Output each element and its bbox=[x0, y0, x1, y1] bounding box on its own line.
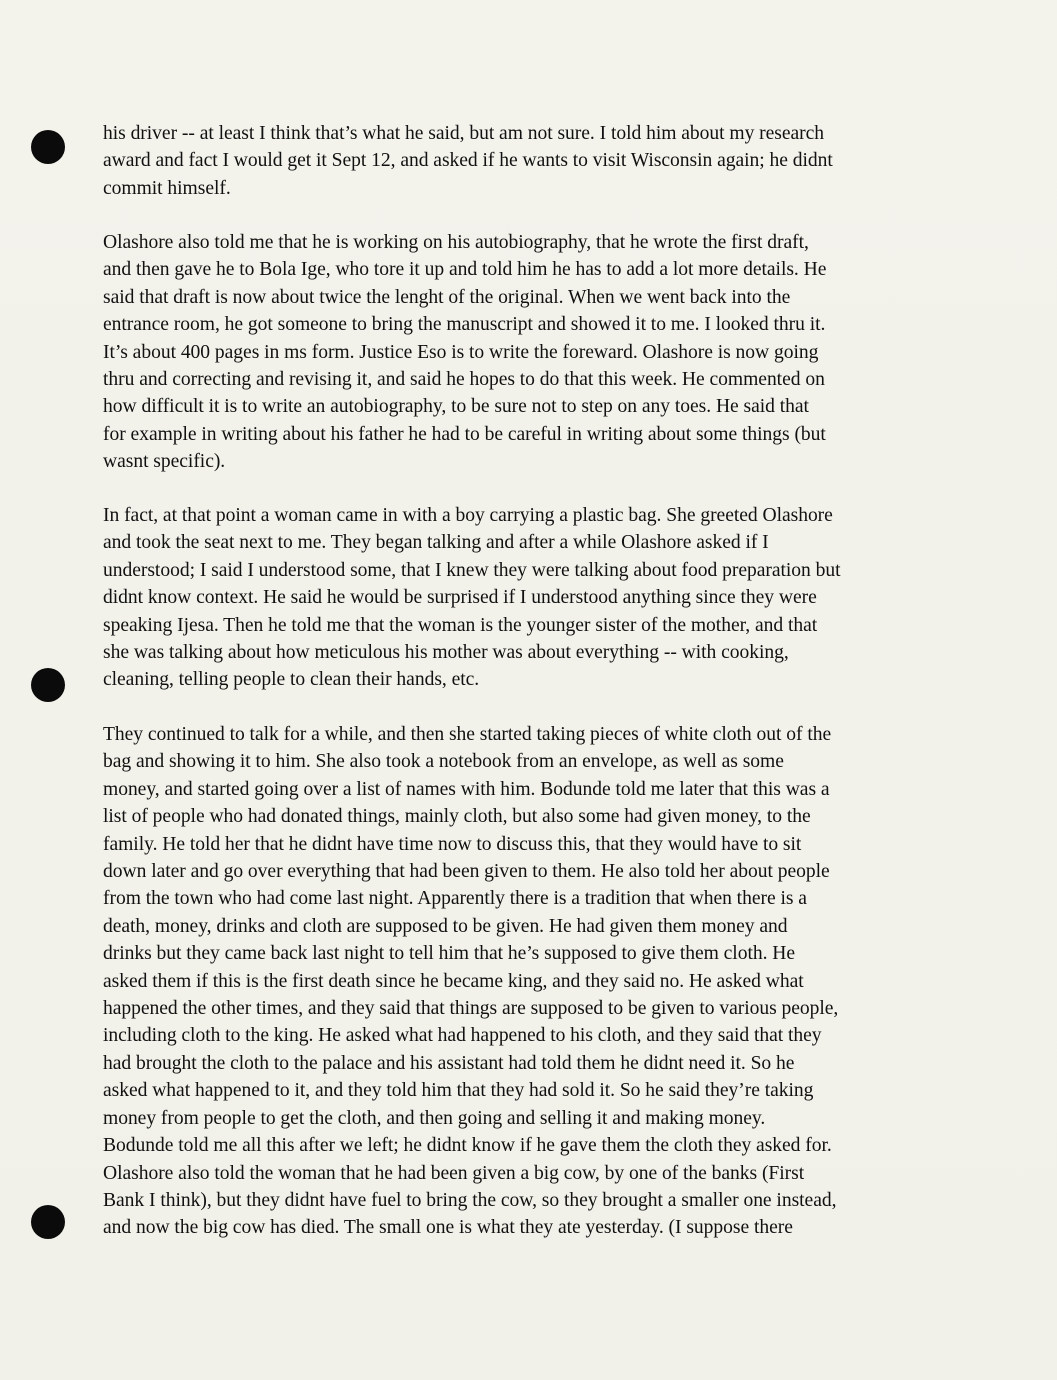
paragraph-line: didnt know context. He said he would be surprised if I understood anything since they were bbox=[103, 587, 817, 609]
paragraph-line: list of people who had donated things, mainly cloth, but also some had given money, to the bbox=[103, 806, 811, 828]
paragraph-line: death, money, drinks and cloth are supposed to be given. He had given them money and bbox=[103, 915, 788, 937]
paragraph-line: including cloth to the king. He asked what had happened to his cloth, and they said that they bbox=[103, 1025, 822, 1047]
paragraph-line: commit himself. bbox=[103, 177, 231, 199]
paragraph-line: Bodunde told me all this after we left; he didnt know if he gave them the cloth they asked for. bbox=[103, 1135, 832, 1157]
paragraph-line: wasnt specific). bbox=[103, 451, 226, 473]
paragraph-2 bbox=[103, 229, 919, 476]
paragraph-line: said that draft is now about twice the lenght of the original. When we went back into the bbox=[103, 286, 791, 308]
paragraph-4 bbox=[103, 721, 919, 1242]
paragraph-line: how difficult it is to write an autobiography, to be sure not to step on any toes. He said that bbox=[103, 396, 809, 418]
paragraph-1 bbox=[103, 120, 919, 202]
paragraph-line: understood; I said I understood some, that I knew they were talking about food preparation but bbox=[103, 559, 841, 581]
paragraph-line: she was talking about how meticulous his mother was about everything -- with cooking, bbox=[103, 642, 789, 664]
paragraph-line: had brought the cloth to the palace and his assistant had told them he didnt need it. So he bbox=[103, 1052, 795, 1074]
paragraph-line: from the town who had come last night. Apparently there is a tradition that when there is a bbox=[103, 888, 807, 910]
paragraph-line: asked them if this is the first death since he became king, and they said no. He asked what bbox=[103, 970, 804, 992]
paragraph-line: and then gave he to Bola Ige, who tore it up and told him he has to add a lot more details. He bbox=[103, 259, 827, 281]
paragraph-line: They continued to talk for a while, and then she started taking pieces of white cloth out of the bbox=[103, 724, 832, 745]
paragraph-line: money from people to get the cloth, and then going and selling it and making money. bbox=[103, 1107, 766, 1129]
paragraph-line: and now the big cow has died. The small one is what they ate yesterday. (I suppose there bbox=[103, 1217, 793, 1239]
paragraph-line: and took the seat next to me. They began talking and after a while Olashore asked if I bbox=[103, 532, 769, 554]
paragraph-line: Bank I think), but they didnt have fuel to bring the cow, so they brought a smaller one instead, bbox=[103, 1189, 837, 1211]
paragraph-line: Olashore also told me that he is working on his autobiography, that he wrote the first draft, bbox=[103, 232, 809, 253]
paragraph-line: asked what happened to it, and they told him that they had sold it. So he said they’re taking bbox=[103, 1080, 814, 1102]
paragraph-line: happened the other times, and they said that things are supposed to be given to various people, bbox=[103, 998, 839, 1020]
paragraph-line: money, and started going over a list of names with him. Bodunde told me later that this was a bbox=[103, 778, 830, 800]
paragraph-line: Olashore also told the woman that he had been given a big cow, by one of the banks (First bbox=[103, 1162, 805, 1184]
paragraph-line: his driver -- at least I think that’s what he said, but am not sure. I told him about my research bbox=[103, 123, 825, 144]
punch-hole-middle bbox=[31, 668, 65, 702]
punch-hole-bottom bbox=[31, 1205, 65, 1239]
paragraph-line: thru and correcting and revising it, and said he hopes to do that this week. He commented on bbox=[103, 369, 825, 391]
paragraph-line: bag and showing it to him. She also took a notebook from an envelope, as well as some bbox=[103, 751, 784, 773]
paragraph-line: cleaning, telling people to clean their hands, etc. bbox=[103, 669, 480, 691]
paragraph-line: for example in writing about his father he had to be careful in writing about some things (but bbox=[103, 423, 826, 445]
paragraph-line: It’s about 400 pages in ms form. Justice Eso is to write the foreward. Olashore is now going bbox=[103, 341, 819, 363]
punch-hole-top bbox=[31, 130, 65, 164]
paragraph-line: drinks but they came back last night to tell him that he’s supposed to give them cloth. He bbox=[103, 943, 796, 965]
paragraph-line: In fact, at that point a woman came in with a boy carrying a plastic bag. She greeted Olashore bbox=[103, 505, 833, 526]
paragraph-line: family. He told her that he didnt have time now to discuss this, that they would have to sit bbox=[103, 833, 802, 855]
paragraph-line: speaking Ijesa. Then he told me that the woman is the younger sister of the mother, and that bbox=[103, 614, 818, 636]
paragraph-3 bbox=[103, 502, 919, 694]
paragraph-line: award and fact I would get it Sept 12, and asked if he wants to visit Wisconsin again; he didnt bbox=[103, 150, 833, 172]
paragraph-line: down later and go over everything that had been given to them. He also told her about people bbox=[103, 861, 830, 883]
paragraph-line: entrance room, he got someone to bring the manuscript and showed it to me. I looked thru it. bbox=[103, 314, 826, 336]
